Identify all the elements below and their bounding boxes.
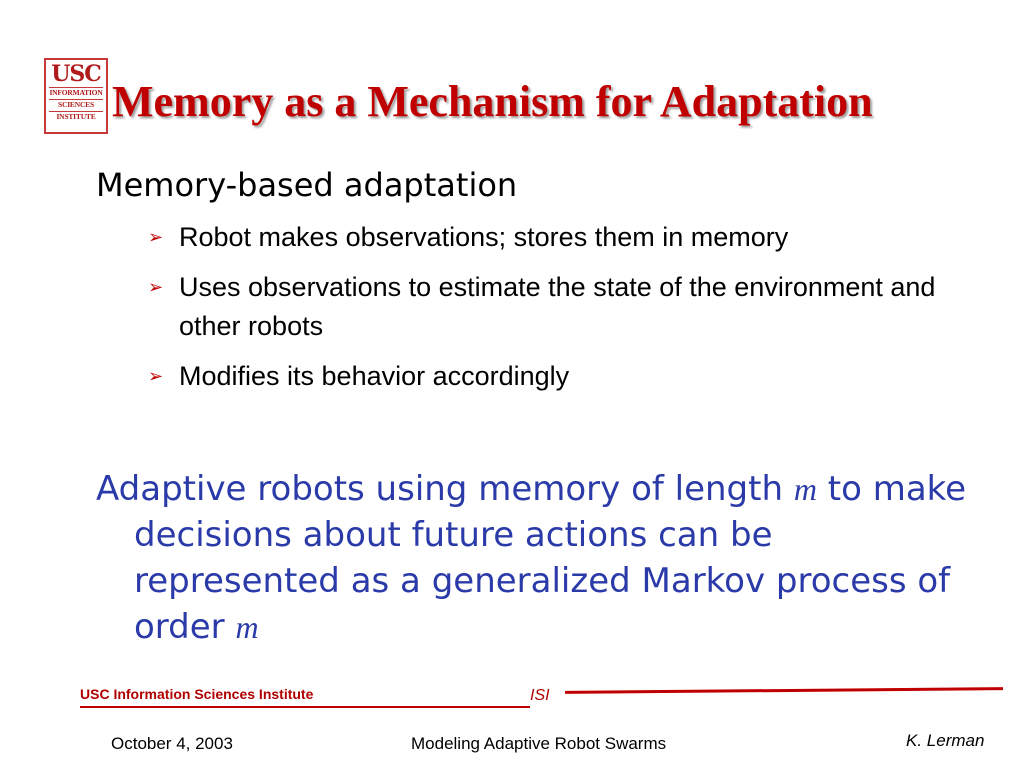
arrowhead-bullet-icon: ➢ [148, 277, 164, 297]
footer-author: K. Lerman [906, 731, 985, 750]
arrowhead-bullet-icon: ➢ [148, 366, 164, 386]
footer-rule-left [80, 706, 530, 708]
footer-isi-label: ISI [530, 687, 550, 704]
bullet-text: Robot makes observations; stores them in memory [179, 222, 789, 252]
logo-main-text: USC [51, 61, 101, 87]
section-heading: Memory-based adaptation [96, 166, 518, 204]
bullet-list [148, 218, 968, 407]
list-item [148, 268, 968, 346]
paragraph-text-2: to make decisions about future actions can be represented as a generalized Markov process of order [134, 469, 967, 647]
footer-presentation-title: Modeling Adaptive Robot Swarms [411, 734, 667, 753]
variable-m: m [793, 471, 817, 507]
usc-isi-logo [44, 58, 108, 134]
list-item [148, 357, 968, 396]
footer-institute: USC Information Sciences Institute [80, 686, 314, 702]
body-paragraph [96, 466, 976, 650]
footer-date: October 4, 2003 [111, 734, 233, 753]
bullet-text: Modifies its behavior accordingly [179, 361, 570, 391]
list-item [148, 218, 968, 257]
arrowhead-bullet-icon: ➢ [148, 227, 164, 247]
paragraph-text-1: Adaptive robots using memory of length [96, 469, 794, 509]
bullet-text: Uses observations to estimate the state of the environment and other robots [179, 272, 936, 341]
slide-title: Memory as a Mechanism for Adaptation [112, 77, 873, 126]
logo-line-1: INFORMATION [49, 88, 103, 97]
footer-rule-right [565, 687, 1003, 694]
logo-line-2: SCIENCES [58, 100, 94, 109]
variable-m: m [235, 609, 259, 645]
logo-line-3: INSTITUTE [56, 112, 96, 121]
